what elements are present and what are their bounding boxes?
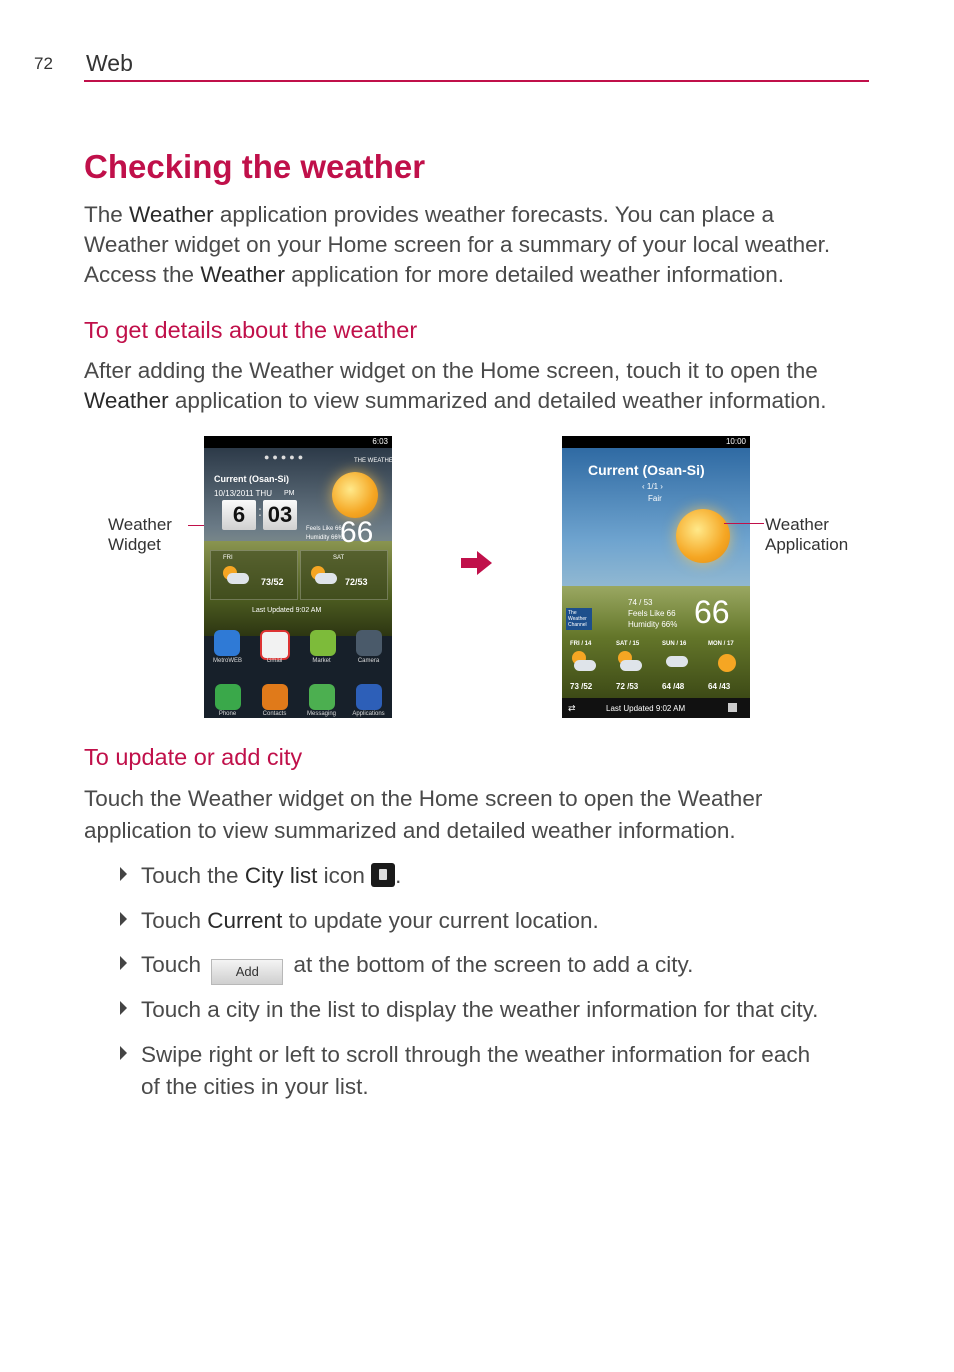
bullet-triangle-icon bbox=[120, 912, 127, 926]
details-text: application to view summarized and detailed weather information. bbox=[168, 388, 827, 413]
update-line-1: Touch the Weather widget on the Home screen to open the Weather bbox=[84, 786, 763, 811]
callout-weather-widget bbox=[108, 515, 172, 555]
app-label: Messaging bbox=[306, 711, 336, 717]
applications-icon bbox=[356, 684, 382, 710]
page-title: Checking the weather bbox=[84, 148, 426, 185]
widget-brand: THE WEATHER bbox=[354, 458, 398, 464]
forecast-temp-4: 64 /43 bbox=[708, 682, 731, 691]
app-row-1 bbox=[204, 630, 392, 660]
bullet-text: Touch the bbox=[141, 863, 245, 888]
widget-humidity: Humidity 66% bbox=[306, 535, 344, 541]
intro-text: application provides weather forecasts. You can place a bbox=[213, 202, 775, 227]
sun-icon bbox=[718, 654, 736, 672]
city-list-bold: City list bbox=[244, 863, 318, 888]
section-heading-update: To update or add city bbox=[84, 744, 303, 770]
forecast-fri bbox=[210, 550, 298, 600]
details-weather-bold: Weather bbox=[84, 388, 169, 413]
bullet-text: of the cities in your list. bbox=[141, 1074, 369, 1099]
bullet-text: at the bottom of the screen to add a city. bbox=[287, 952, 694, 977]
widget-location: Current (Osan-Si) bbox=[214, 474, 290, 484]
add-button-image: Add bbox=[211, 959, 283, 985]
bullet-add bbox=[120, 949, 860, 985]
intro-text: The bbox=[84, 202, 130, 227]
bullet-text: icon bbox=[317, 863, 372, 888]
app-location: Current (Osan-Si) bbox=[588, 462, 705, 478]
header-rule bbox=[84, 80, 869, 82]
intro-paragraph bbox=[84, 200, 874, 290]
app-label: Phone bbox=[218, 711, 237, 717]
status-bar bbox=[204, 436, 392, 448]
current-bold: Current bbox=[207, 908, 283, 933]
forecast-day-3: SUN / 16 bbox=[662, 641, 687, 647]
cloud-icon bbox=[315, 573, 337, 584]
weather-channel-logo-icon: The Weather Channel bbox=[566, 608, 592, 630]
intro-weather-bold: Weather bbox=[129, 202, 214, 227]
forecast-temp-2: 72 /53 bbox=[616, 682, 639, 691]
bullet-text: to update your current location. bbox=[282, 908, 599, 933]
camera-icon bbox=[356, 630, 382, 656]
bullet-text: Swipe right or left to scroll through the weather information for each bbox=[141, 1042, 811, 1067]
app-label: MetroWEB bbox=[212, 658, 242, 664]
app-bottom-bar bbox=[562, 698, 750, 718]
bullet-text: . bbox=[395, 863, 402, 888]
app-label: Camera bbox=[357, 658, 380, 664]
app-row-1-labels bbox=[204, 658, 392, 664]
app-label: Applications bbox=[352, 711, 385, 717]
bullet-swipe bbox=[120, 1039, 860, 1103]
callout-weather-application bbox=[765, 515, 848, 555]
weather-widget-screenshot bbox=[204, 436, 398, 718]
app-hilo: 74 / 53 bbox=[628, 598, 653, 607]
app-label: Gmail bbox=[266, 658, 283, 664]
cloud-icon bbox=[620, 660, 642, 671]
clock-minute: 03 bbox=[263, 500, 297, 530]
weather-application-screenshot bbox=[562, 436, 750, 718]
bullet-triangle-icon bbox=[120, 1001, 127, 1015]
bullet-text: Touch bbox=[141, 908, 208, 933]
widget-temperature: 66 bbox=[340, 516, 374, 549]
app-page-indicator: ‹ 1/1 › bbox=[642, 482, 663, 491]
app-label: Market bbox=[312, 658, 331, 664]
sun-icon bbox=[332, 472, 378, 518]
callout-line-1: Weather bbox=[108, 515, 172, 534]
details-line-2 bbox=[84, 386, 874, 416]
widget-date: 10/13/2011 THU bbox=[214, 489, 272, 498]
callout-leader-right bbox=[724, 523, 764, 524]
messaging-icon bbox=[309, 684, 335, 710]
contacts-icon bbox=[262, 684, 288, 710]
section-heading-details: To get details about the weather bbox=[84, 317, 418, 343]
intro-weather-bold: Weather bbox=[200, 262, 285, 287]
forecast-day: SAT bbox=[333, 555, 345, 561]
callout-line-2: Application bbox=[765, 535, 849, 554]
cloud-icon bbox=[666, 656, 688, 667]
city-list-icon bbox=[728, 703, 737, 712]
app-temperature: 66 bbox=[694, 594, 730, 630]
status-bar bbox=[562, 436, 750, 448]
update-line-2: application to view summarized and detailed weather information. bbox=[84, 818, 736, 843]
homescreen-page-dots: ●●●●● bbox=[264, 452, 307, 462]
intro-line-1 bbox=[84, 200, 874, 230]
app-humidity: Humidity 66% bbox=[628, 620, 678, 629]
cloud-icon bbox=[227, 573, 249, 584]
phone-icon bbox=[215, 684, 241, 710]
market-icon bbox=[310, 630, 336, 656]
arrow-right-icon bbox=[461, 551, 493, 575]
bullet-city-list bbox=[120, 860, 860, 892]
intro-line-2: Weather widget on your Home screen for a summary of your local weather. bbox=[84, 232, 831, 257]
callout-line-2: Widget bbox=[108, 535, 161, 554]
forecast-temp-1: 73 /52 bbox=[570, 682, 593, 691]
app-row-2-labels bbox=[204, 711, 392, 717]
update-paragraph bbox=[84, 783, 874, 847]
city-list-icon bbox=[371, 863, 395, 887]
storm-cloud-icon bbox=[574, 660, 596, 671]
app-feels: Feels Like 66 bbox=[628, 609, 676, 618]
sun-icon bbox=[676, 509, 730, 563]
page-number: 72 bbox=[34, 54, 53, 73]
app-updated: Last Updated 9:02 AM bbox=[606, 704, 686, 713]
status-time: 10:00 bbox=[725, 437, 746, 446]
forecast-day-4: MON / 17 bbox=[708, 641, 734, 647]
bullet-triangle-icon bbox=[120, 956, 127, 970]
widget-updated: Last Updated 9:02 AM bbox=[252, 607, 322, 614]
widget-feels: Feels Like 66 bbox=[306, 526, 342, 532]
app-condition: Fair bbox=[648, 494, 662, 503]
intro-line-3 bbox=[84, 260, 874, 290]
forecast-day-1: FRI / 14 bbox=[570, 641, 592, 647]
intro-text: Access the bbox=[84, 262, 201, 287]
callout-line-1: Weather bbox=[765, 515, 829, 534]
forecast-day: FRI bbox=[223, 555, 233, 561]
forecast-temp: 72/53 bbox=[345, 577, 368, 587]
bullet-triangle-icon bbox=[120, 867, 127, 881]
intro-text: application for more detailed weather information. bbox=[284, 262, 784, 287]
bullet-triangle-icon bbox=[120, 1046, 127, 1060]
clock-separator-icon: : bbox=[258, 503, 262, 519]
details-line-1: After adding the Weather widget on the Home screen, touch it to open the bbox=[84, 358, 818, 383]
browser-icon bbox=[214, 630, 240, 656]
forecast-temp-3: 64 /48 bbox=[662, 682, 685, 691]
forecast-sat bbox=[300, 550, 388, 600]
page-value: 1/1 bbox=[646, 482, 659, 491]
refresh-icon: ⇄ bbox=[568, 703, 576, 713]
forecast-temp: 73/52 bbox=[261, 577, 284, 587]
clock-hour: 6 bbox=[222, 500, 256, 530]
status-time: 6:03 bbox=[372, 437, 388, 446]
bullet-current bbox=[120, 905, 860, 937]
bullet-touch-city bbox=[120, 994, 860, 1026]
section-name: Web bbox=[86, 50, 133, 76]
bullet-text: Touch bbox=[141, 952, 208, 977]
gmail-icon bbox=[260, 630, 290, 660]
app-label: Contacts bbox=[262, 711, 287, 717]
widget-ampm: PM bbox=[284, 490, 295, 497]
details-paragraph bbox=[84, 356, 874, 416]
bullet-text: Touch a city in the list to display the weather information for that city. bbox=[141, 997, 819, 1022]
app-row-2 bbox=[204, 684, 392, 710]
forecast-day-2: SAT / 15 bbox=[616, 641, 640, 647]
